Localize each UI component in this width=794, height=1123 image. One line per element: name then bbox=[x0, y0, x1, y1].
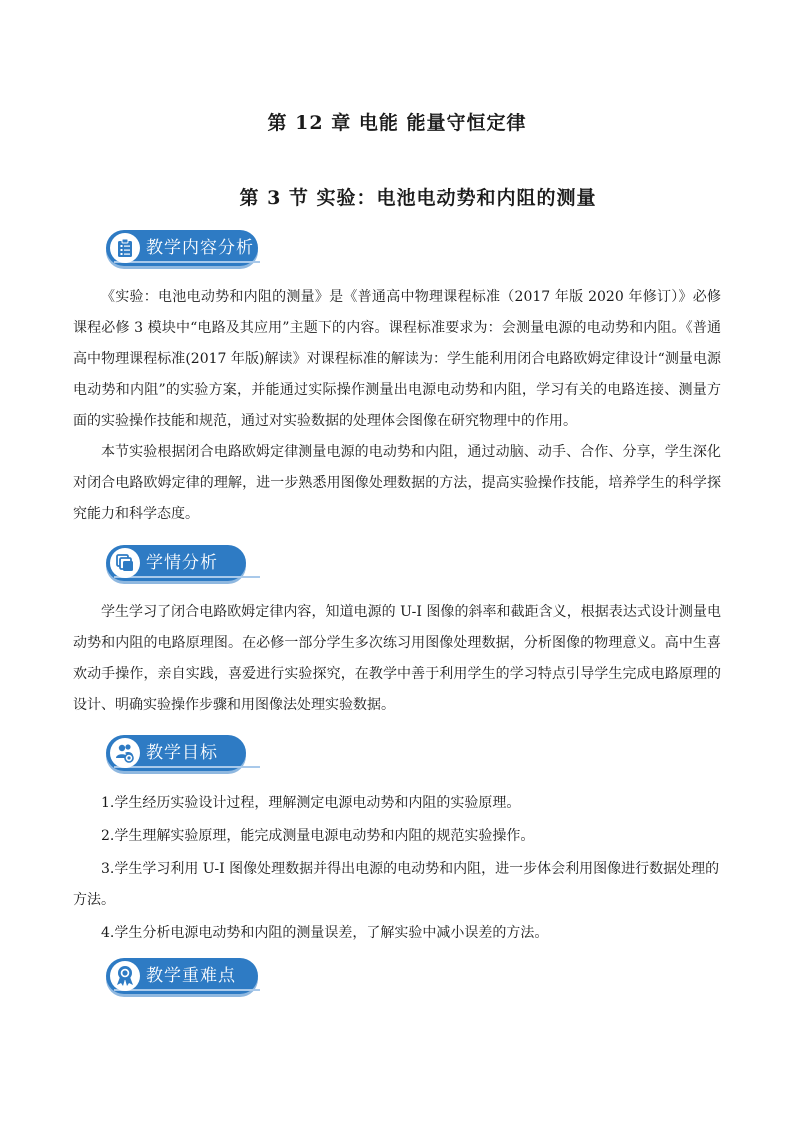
list-item: 2.学生理解实验原理，能完成测量电源电动势和内阻的规范实验操作。 bbox=[101, 828, 535, 844]
heading-label: 教学目标 bbox=[146, 743, 218, 763]
heading-learner-analysis bbox=[106, 545, 246, 581]
folders-icon bbox=[110, 548, 140, 578]
list-item: 3.学生学习利用 U-I 图像处理数据并得出电源的电动势和内阻，进一步体会利用图像进行数据处理的方法。 bbox=[73, 861, 720, 908]
teaching-goals-list bbox=[73, 788, 721, 949]
heading-content-analysis bbox=[106, 230, 258, 266]
learner-analysis-body bbox=[73, 597, 721, 721]
heading-label: 教学重难点 bbox=[146, 966, 236, 986]
heading-teaching-goals bbox=[106, 735, 246, 771]
clipboard-icon bbox=[110, 233, 140, 263]
list-item: 1.学生经历实验设计过程，理解测定电源电动势和内阻的实验原理。 bbox=[101, 795, 521, 811]
paragraph: 本节实验根据闭合电路欧姆定律测量电源的电动势和内阻，通过动脑、动手、合作、分享，学生深化对闭合电路欧姆定律的理解，进一步熟悉用图像处理数据的方法，提高实验操作技能，培养学生的科学探究能力和科学态度。 bbox=[73, 444, 721, 522]
list-item: 4.学生分析电源电动势和内阻的测量误差，了解实验中减小误差的方法。 bbox=[101, 925, 549, 941]
chapter-title: 第 12 章 电能 能量守恒定律 bbox=[267, 112, 527, 134]
section-title: 第 3 节 实验：电池电动势和内阻的测量 bbox=[239, 187, 597, 209]
heading-key-points bbox=[106, 958, 258, 994]
heading-label: 教学内容分析 bbox=[146, 238, 254, 258]
people-target-icon bbox=[110, 738, 140, 768]
paragraph: 《实验：电池电动势和内阻的测量》是《普通高中物理课程标准（2017 年版 2020 年修订）》必修课程必修 3 模块中“电路及其应用”主题下的内容。课程标准要求为：会测量电源的电动势和内阻。《普通高中物理课程标准(2017 年版)解读》对课程标准的解读为：学生能利用闭合电路欧姆定律设计“测量电源电动势和内阻”的实验方案，并能通过实际操作测量出电源电动势和内阻，学习有关的电路连接、测量方面的实验操作技能和规范，通过对实验数据的处理体会图像在研究物理中的作用。 bbox=[73, 289, 721, 429]
paragraph: 学生学习了闭合电路欧姆定律内容，知道电源的 U-I 图像的斜率和截距含义，根据表达式设计测量电动势和内阻的电路原理图。在必修一部分学生多次练习用图像处理数据，分析图像的物理意义。高中生喜欢动手操作，亲自实践，喜爱进行实验探究，在教学中善于利用学生的学习特点引导学生完成电路原理的设计、明确实验操作步骤和用图像法处理实验数据。 bbox=[73, 604, 721, 713]
content-analysis-body bbox=[73, 282, 721, 530]
heading-label: 学情分析 bbox=[146, 553, 218, 573]
award-ribbon-icon bbox=[110, 961, 140, 991]
